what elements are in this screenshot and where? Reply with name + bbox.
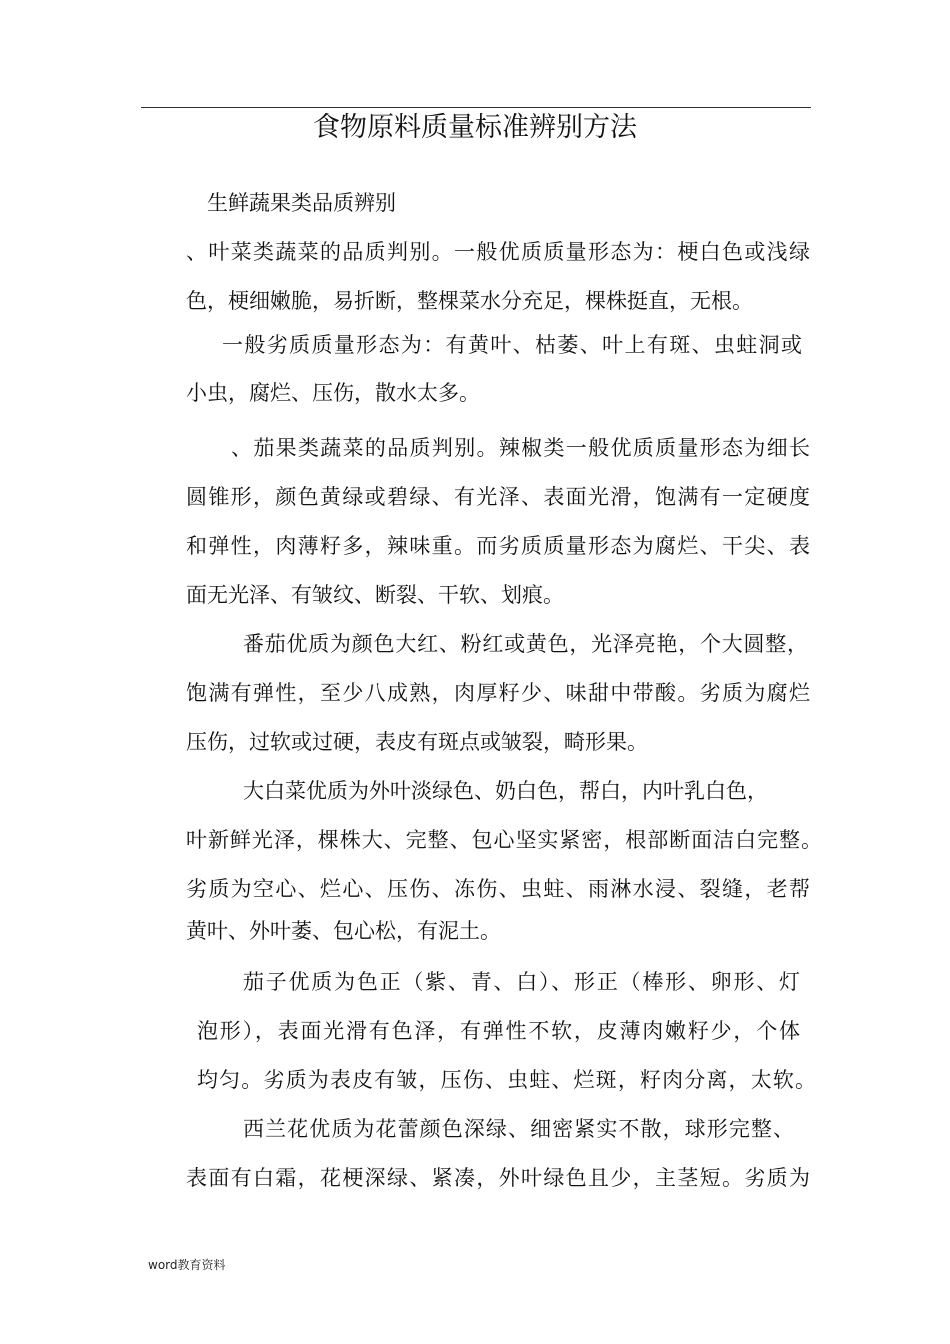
paragraph-line: 叶新鲜光泽，棵株大、完整、包心坚实紧密，根部断面洁白完整。 — [186, 828, 822, 852]
paragraph-line: 劣质为空心、烂心、压伤、冻伤、虫蛀、雨淋水浸、裂缝，老帮 — [186, 877, 810, 901]
paragraph-line: 泡形），表面光滑有色泽，有弹性不软，皮薄肉嫩籽少，个体 — [197, 1019, 800, 1043]
paragraph-line: 、茄果类蔬菜的品质判别。辣椒类一般优质质量形态为细长 — [231, 436, 810, 460]
paragraph-line: 压伤，过软或过硬，表皮有斑点或皱裂，畸形果。 — [186, 730, 648, 754]
document-title: 食物原料质量标准辨别方法 — [313, 112, 637, 143]
paragraph-line: 面无光泽、有皱纹、断裂、干软、划痕。 — [186, 583, 564, 607]
paragraph-line: 茄子优质为色正（紫、青、白）、形正（棒形、卵形、灯 — [243, 970, 800, 994]
paragraph-line: 小虫，腐烂、压伤，散水太多。 — [186, 381, 480, 405]
paragraph-line: 番茄优质为颜色大红、粉红或黄色，光泽亮艳，个大圆整， — [243, 632, 808, 656]
paragraph-line: 、叶菜类蔬菜的品质判别。一般优质质量形态为：梗白色或浅绿 — [186, 240, 810, 264]
paragraph-line: 表面有白霜，花梗深绿、紧凑，外叶绿色且少，主茎短。劣质为 — [186, 1166, 810, 1190]
paragraph-line: 黄叶、外叶萎、包心松，有泥土。 — [186, 919, 501, 943]
paragraph-line: 和弹性，肉薄籽多，辣味重。而劣质质量形态为腐烂、干尖、表 — [186, 534, 810, 558]
paragraph-line: 一般劣质质量形态为：有黄叶、枯萎、叶上有斑、虫蛀洞或 — [222, 333, 802, 357]
paragraph-line: 均匀。劣质为表皮有皱，压伤、虫蛀、烂斑，籽肉分离，太软。 — [197, 1068, 816, 1092]
paragraph-line: 色，梗细嫩脆，易折断，整棵菜水分充足，棵株挺直，无根。 — [186, 289, 753, 313]
page-footer: word教育资料 — [148, 1258, 226, 1272]
paragraph-line: 饱满有弹性，至少八成熟，肉厚籽少、味甜中带酸。劣质为腐烂 — [186, 681, 810, 705]
section-heading: 生鲜蔬果类品质辨别 — [207, 191, 396, 215]
paragraph-line: 大白菜优质为外叶淡绿色、奶白色，帮白，内叶乳白色， — [243, 779, 768, 803]
paragraph-line: 圆锥形，颜色黄绿或碧绿、有光泽、表面光滑，饱满有一定硬度 — [186, 485, 810, 509]
paragraph-line: 西兰花优质为花蕾颜色深绿、细密紧实不散，球形完整、 — [243, 1117, 794, 1141]
